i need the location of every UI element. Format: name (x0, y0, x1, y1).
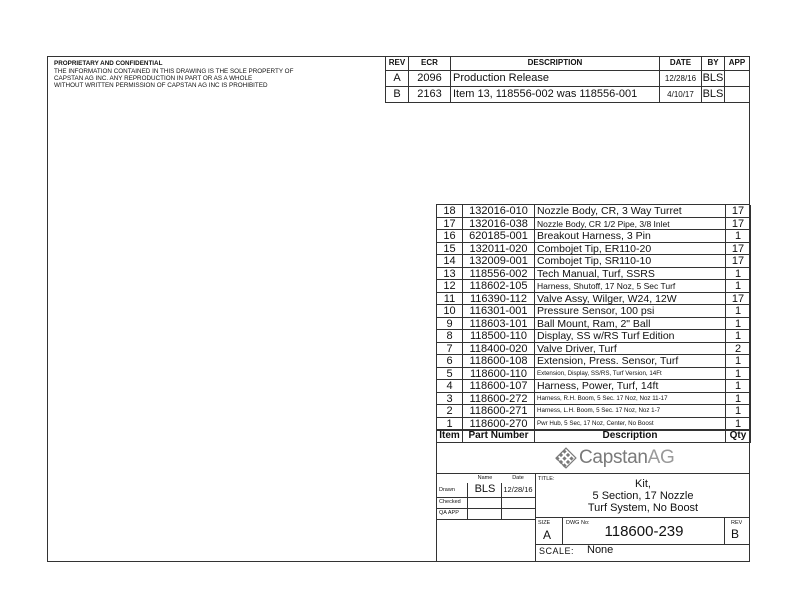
rev-header: REV (388, 58, 406, 67)
bom-description: Harness, Shutoff, 17 Noz, 5 Sec Turf (537, 281, 676, 291)
bom-row (437, 368, 750, 381)
bom-part-number: 118400-020 (469, 342, 528, 355)
bom-item-number: 15 (443, 242, 456, 255)
title-label: TITLE: (538, 476, 555, 482)
ecr-cell: 2163 (417, 88, 442, 100)
notice-line: WITHOUT WRITTEN PERMISSION OF CAPSTAN AG INC IS PROHIBITED (54, 82, 268, 89)
bom-description-header: Description (602, 430, 658, 441)
bom-row (437, 405, 750, 418)
by-cell: BLS (702, 88, 724, 100)
bom-item-number: 9 (446, 317, 453, 330)
checked-label: Checked (439, 499, 461, 505)
bom-description: Ball Mount, Ram, 2" Ball (537, 317, 651, 330)
bom-qty: 1 (734, 405, 742, 417)
bom-description: Combojet Tip, ER110-20 (537, 242, 652, 255)
bom-qty: 1 (734, 305, 742, 317)
dwg-number: 118600-239 (604, 523, 684, 540)
bom-row (437, 355, 750, 368)
size-label: SIZE (538, 520, 551, 526)
bom-row (437, 268, 750, 281)
proprietary-notice (54, 60, 293, 89)
bom-row (437, 343, 750, 356)
drawn-date: 12/28/16 (503, 485, 533, 494)
bom-row (437, 293, 750, 306)
bom-item-number: 16 (443, 230, 456, 242)
qa-label: QA APP (439, 510, 459, 516)
bom-part-number: 118600-271 (469, 405, 528, 417)
bom-description: Pressure Sensor, 100 psi (537, 305, 655, 317)
logo-text-capstan: Capstan (579, 447, 648, 468)
rev-label: REV (731, 520, 743, 526)
ecr-header: ECR (421, 58, 438, 67)
revision-table (385, 56, 750, 103)
qty-header: Qty (729, 430, 747, 441)
bom-qty: 17 (731, 217, 745, 230)
bom-qty: 17 (731, 255, 745, 267)
dwg-label: DWG No: (566, 520, 590, 526)
bom-row (437, 230, 750, 243)
bom-description: Display, SS w/RS Turf Edition (537, 330, 675, 342)
title-block (436, 442, 750, 562)
bom-description: Harness, R.H. Boom, 5 Sec. 17 Noz, Noz 11-17 (537, 394, 668, 402)
bom-qty: 1 (734, 392, 742, 405)
bom-part-number: 116390-112 (469, 292, 528, 305)
bom-row (437, 243, 750, 256)
bom-part-number: 132016-010 (469, 205, 528, 217)
bom-qty: 17 (731, 292, 745, 305)
drawing-title-line: 5 Section, 17 Nozzle (592, 490, 694, 502)
rev-value: B (731, 527, 740, 541)
drawing-title-line: Kit, (635, 478, 651, 490)
ecr-cell: 2096 (417, 72, 442, 84)
bom-qty: 1 (734, 380, 742, 392)
bom-part-number: 118600-270 (469, 417, 528, 430)
part-number-header: Part Number (468, 430, 529, 441)
bom-row (437, 418, 750, 431)
bom-part-number: 118600-107 (469, 380, 528, 392)
bom-row (437, 218, 750, 231)
bom-part-number: 132016-038 (469, 217, 528, 230)
bom-item-number: 18 (443, 205, 456, 217)
bom-description: Valve Assy, Wilger, W24, 12W (537, 292, 677, 305)
bom-description: Valve Driver, Turf (537, 342, 617, 355)
notice-line: THE INFORMATION CONTAINED IN THIS DRAWING IS THE SOLE PROPERTY OF (54, 68, 294, 75)
bom-part-number: 116301-001 (469, 305, 528, 317)
bom-qty: 1 (734, 367, 742, 380)
drawn-name: BLS (474, 483, 496, 495)
description-header: DESCRIPTION (527, 58, 583, 67)
bom-part-number: 620185-001 (469, 230, 528, 242)
bom-description: Tech Manual, Turf, SSRS (537, 267, 655, 280)
bom-description: Harness, L.H. Boom, 5 Sec. 17 Noz, Noz 1-7 (537, 407, 661, 414)
bom-part-number: 118600-108 (469, 355, 528, 367)
notice-title: PROPRIETARY AND CONFIDENTIAL (54, 60, 163, 67)
bom-part-number: 118603-101 (469, 317, 528, 330)
bom-description: Nozzle Body, CR 1/2 Pipe, 3/8 Inlet (537, 218, 670, 229)
bom-item-number: 17 (443, 217, 456, 230)
bom-item-number: 4 (446, 380, 453, 392)
bom-item-number: 11 (443, 292, 456, 305)
capstan-diamond-icon (554, 446, 578, 470)
bom-row (437, 280, 750, 293)
by-header: BY (707, 58, 719, 67)
bom-qty: 17 (731, 242, 745, 255)
bom-qty: 1 (734, 317, 742, 330)
bom-qty: 1 (734, 417, 742, 430)
app-header: APP (728, 58, 746, 67)
bom-item-number: 2 (446, 405, 453, 417)
bom-item-number: 12 (443, 280, 456, 292)
date-header: DATE (669, 58, 692, 67)
bom-qty: 2 (734, 342, 742, 355)
bom-item-number: 13 (443, 267, 456, 280)
bom-row (437, 255, 750, 268)
bom-qty: 1 (734, 230, 742, 242)
logo-text-ag: AG (647, 447, 675, 468)
bom-row (437, 205, 750, 218)
by-cell: BLS (702, 72, 724, 84)
bom-qty: 1 (734, 355, 742, 367)
bom-item-number: 8 (446, 330, 453, 342)
scale-value: None (587, 544, 614, 556)
bom-description: Extension, Display, SS/RS, Turf Version, 14Ft (537, 369, 662, 377)
bom-description: Breakout Harness, 3 Pin (537, 230, 651, 242)
bom-item-number: 1 (446, 417, 453, 430)
bom-item-number: 14 (443, 255, 456, 267)
date-cell: 4/10/17 (667, 90, 694, 99)
bom-description: Nozzle Body, CR, 3 Way Turret (537, 205, 682, 217)
bom-item-number: 5 (446, 367, 453, 380)
bom-row (437, 305, 750, 318)
bom-row (437, 393, 750, 406)
bom-description: Combojet Tip, SR110-10 (537, 255, 652, 267)
rev-cell: B (393, 88, 401, 100)
date-cell: 12/28/16 (664, 74, 697, 83)
bom-part-number: 118600-272 (469, 392, 528, 405)
bom-part-number: 132009-001 (469, 255, 528, 267)
drawing-title-line: Turf System, No Boost (587, 502, 699, 514)
bom-part-number: 118556-002 (469, 267, 528, 280)
bom-row (437, 380, 750, 393)
bom-row (437, 318, 750, 331)
scale-label: SCALE: (539, 546, 575, 556)
size-value: A (543, 528, 552, 542)
bom-item-number: 3 (446, 392, 453, 405)
bom-description: Pwr Hub, 5 Sec, 17 Noz, Center, No Boost (537, 419, 654, 427)
bom-part-number: 118500-110 (469, 330, 528, 342)
bom-part-number: 118602-105 (469, 280, 528, 292)
bom-qty: 1 (734, 280, 742, 292)
bom-description: Extension, Press. Sensor, Turf (537, 355, 679, 367)
bom-item-number: 6 (446, 355, 453, 367)
drawn-label: Drawn (439, 487, 455, 493)
name-header: Name (477, 475, 493, 481)
bom-part-number: 132011-020 (469, 242, 528, 255)
notice-line: CAPSTAN AG INC. ANY REPRODUCTION IN PART OR AS A WHOLE (54, 75, 253, 82)
capstan-ag-logo (554, 443, 675, 473)
bom-row (437, 330, 750, 343)
description-cell: Item 13, 118556-002 was 118556-001 (453, 88, 638, 100)
bill-of-materials (436, 204, 750, 442)
bom-qty: 17 (731, 205, 745, 217)
item-header: Item (439, 430, 460, 441)
bom-item-number: 7 (446, 342, 453, 355)
description-cell: Production Release (453, 72, 550, 84)
rev-cell: A (393, 72, 401, 84)
date-header-tb: Date (512, 475, 524, 481)
bom-qty: 1 (734, 267, 742, 280)
bom-item-number: 10 (443, 305, 456, 317)
bom-qty: 1 (734, 330, 742, 342)
bom-part-number: 118600-110 (469, 367, 528, 380)
bom-description: Harness, Power, Turf, 14ft (537, 380, 659, 392)
